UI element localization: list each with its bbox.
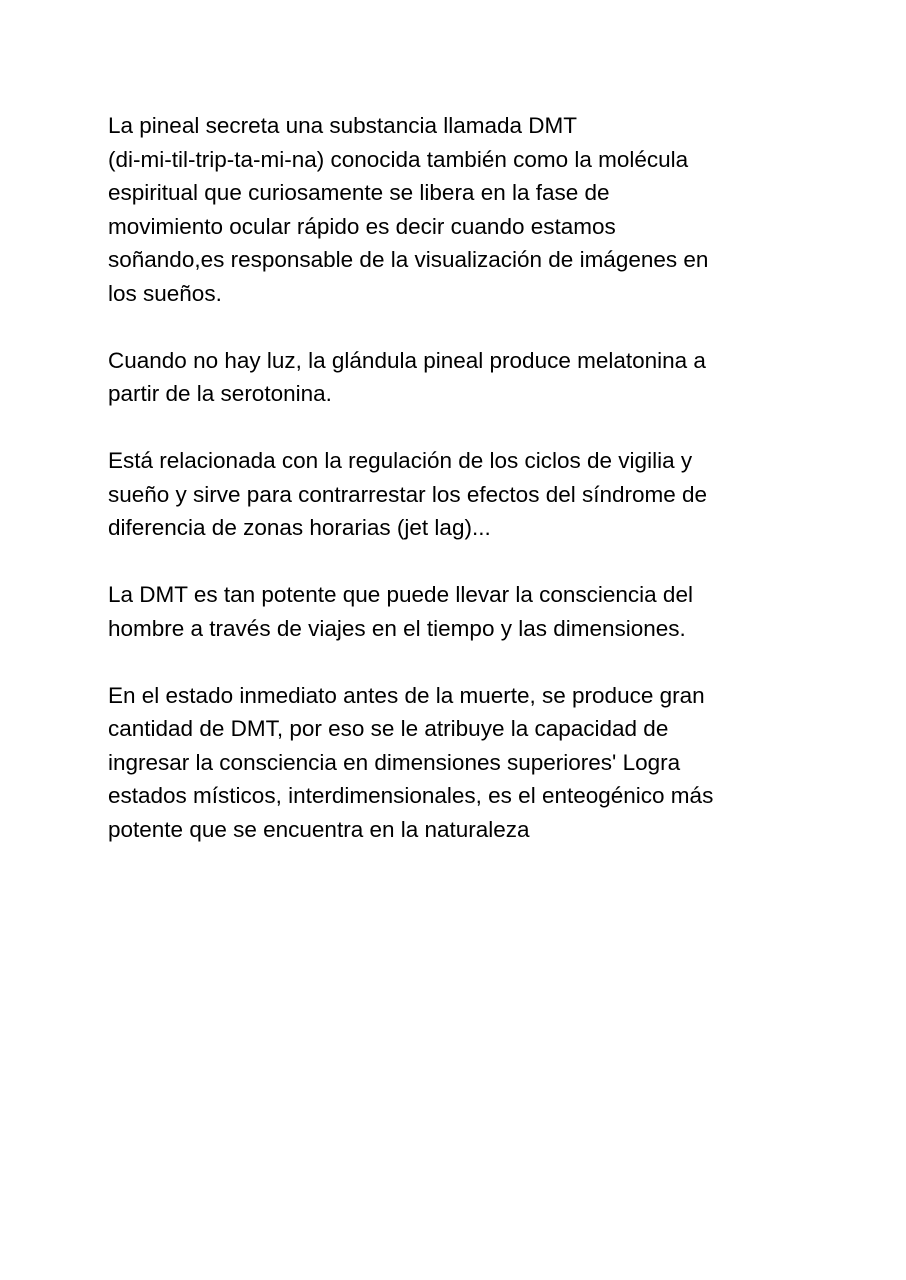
text-line: diferencia de zonas horarias (jet lag)... <box>108 515 491 540</box>
text-line: Está relacionada con la regulación de los ciclos de vigilia y <box>108 448 693 473</box>
text-line: En el estado inmediato antes de la muerte, se produce gran <box>108 682 705 708</box>
text-line: cantidad de DMT, por eso se le atribuye la capacidad de <box>108 716 669 741</box>
text-line: los sueños. <box>108 280 222 306</box>
text-line: movimiento ocular rápido es decir cuando estamos <box>108 213 616 239</box>
paragraph-ciclos-vigilia <box>108 444 798 545</box>
text-line: espiritual que curiosamente se libera en la fase de <box>108 180 610 205</box>
text-line: ingresar la consciencia en dimensiones superiores' Logra <box>108 749 681 775</box>
paragraph-muerte-dmt <box>108 679 798 847</box>
text-line: sueño y sirve para contrarrestar los efectos del síndrome de <box>108 481 708 507</box>
paragraph-melatonina <box>108 344 798 411</box>
text-line: (di-mi-til-trip-ta-mi-na) conocida también como la molécula <box>108 146 689 172</box>
text-line: La DMT es tan potente que puede llevar la consciencia del <box>108 582 693 607</box>
text-line: La pineal secreta una substancia llamada DMT <box>108 113 578 138</box>
paragraph-pineal-dmt <box>108 109 798 310</box>
text-line: hombre a través de viajes en el tiempo y las dimensiones. <box>108 615 686 641</box>
document-body <box>108 109 798 880</box>
text-line: Cuando no hay luz, la glándula pineal produce melatonina a <box>108 347 706 373</box>
paragraph-dmt-potente <box>108 578 798 645</box>
text-line: soñando,es responsable de la visualización de imágenes en <box>108 247 709 272</box>
text-line: partir de la serotonina. <box>108 381 332 406</box>
text-line: potente que se encuentra en la naturaleza <box>108 816 530 842</box>
text-line: estados místicos, interdimensionales, es el enteogénico más <box>108 783 714 808</box>
